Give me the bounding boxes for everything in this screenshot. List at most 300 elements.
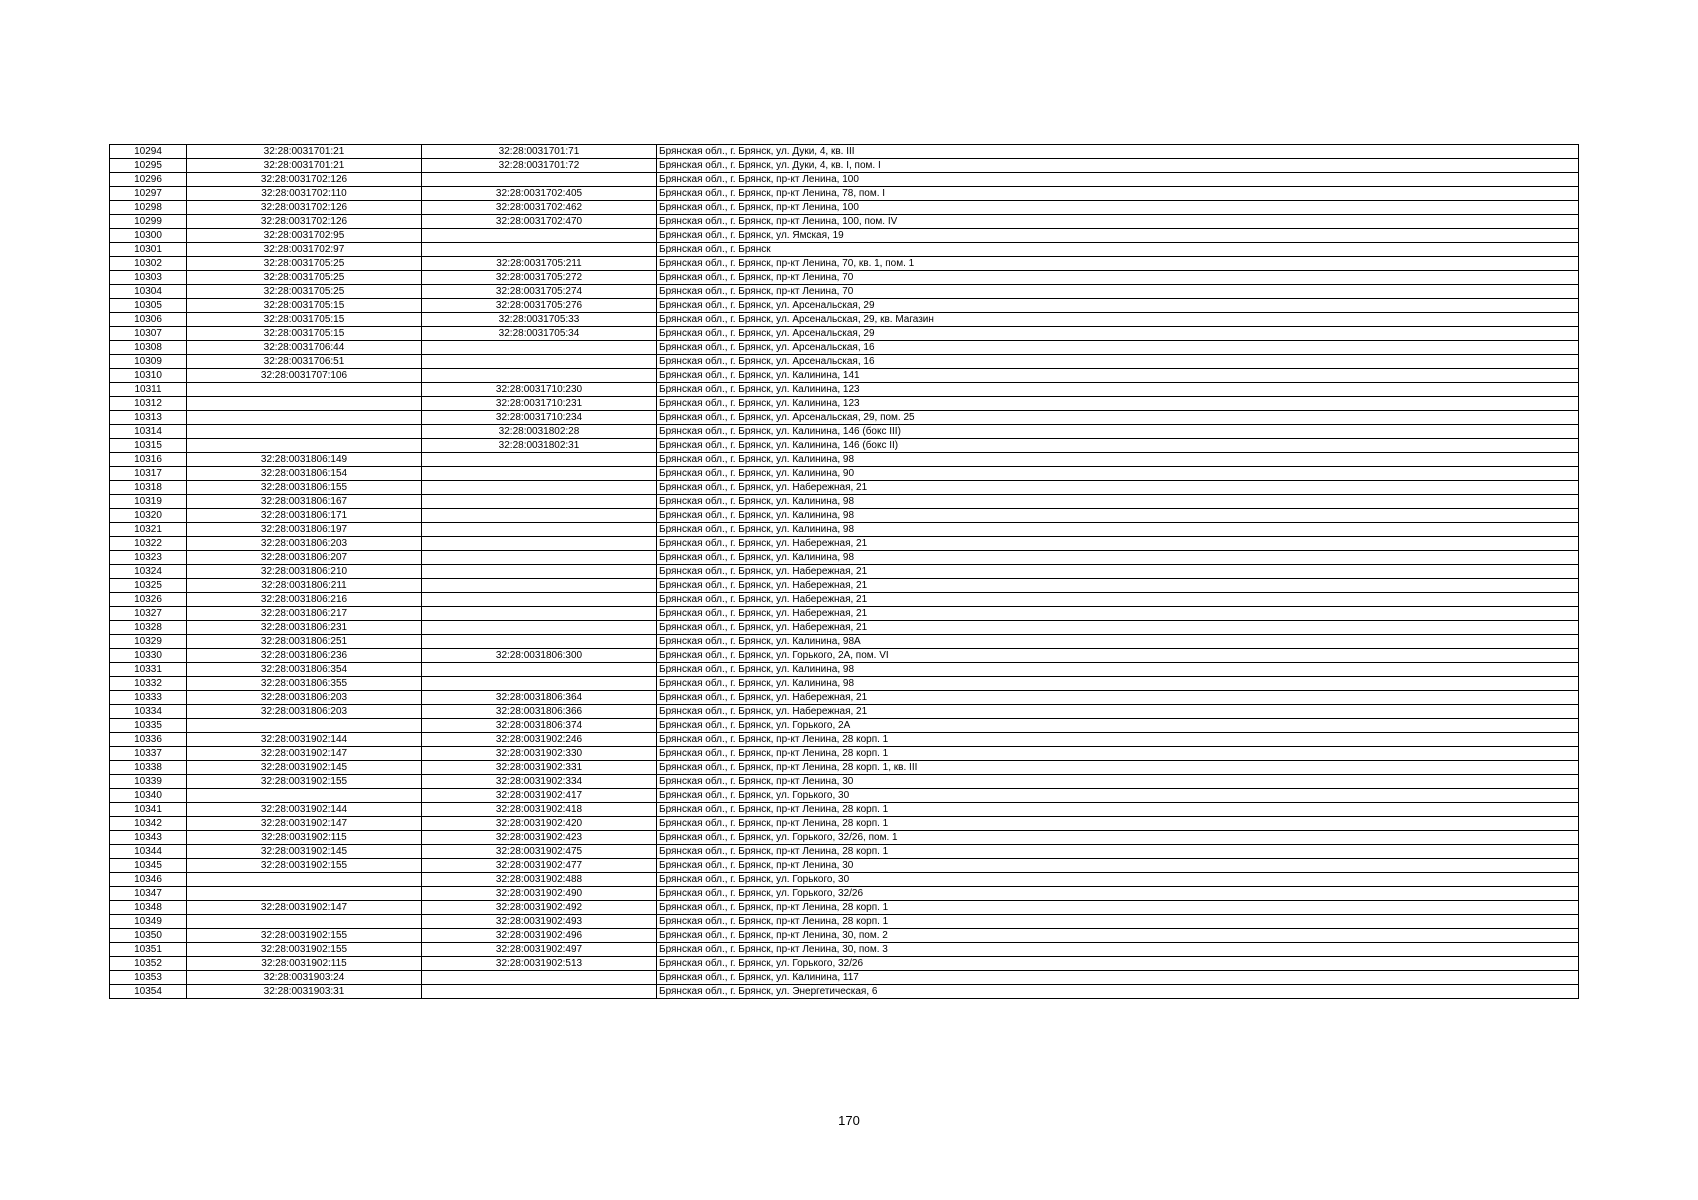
table-row	[110, 355, 1579, 369]
object-number-cell: 32:28:0031710:231	[422, 397, 657, 411]
parcel-number-cell	[187, 915, 422, 929]
address-cell: Брянская обл., г. Брянск, ул. Калинина, 117	[657, 971, 1579, 985]
table-row	[110, 663, 1579, 677]
table-row	[110, 579, 1579, 593]
parcel-number-cell: 32:28:0031702:126	[187, 215, 422, 229]
object-number-cell	[422, 663, 657, 677]
address-cell: Брянская обл., г. Брянск, ул. Горького, 30	[657, 789, 1579, 803]
parcel-number-cell: 32:28:0031705:25	[187, 285, 422, 299]
row-number-cell: 10301	[110, 243, 187, 257]
row-number-cell: 10333	[110, 691, 187, 705]
row-number-cell: 10294	[110, 145, 187, 159]
parcel-number-cell: 32:28:0031806:231	[187, 621, 422, 635]
object-number-cell	[422, 173, 657, 187]
parcel-number-cell: 32:28:0031702:126	[187, 173, 422, 187]
object-number-cell: 32:28:0031705:33	[422, 313, 657, 327]
address-cell: Брянская обл., г. Брянск, ул. Горького, 30	[657, 873, 1579, 887]
table-row	[110, 271, 1579, 285]
object-number-cell: 32:28:0031701:71	[422, 145, 657, 159]
row-number-cell: 10347	[110, 887, 187, 901]
table-row	[110, 621, 1579, 635]
parcel-number-cell: 32:28:0031903:31	[187, 985, 422, 999]
parcel-number-cell: 32:28:0031806:197	[187, 523, 422, 537]
parcel-number-cell: 32:28:0031806:149	[187, 453, 422, 467]
table-row	[110, 299, 1579, 313]
object-number-cell: 32:28:0031902:246	[422, 733, 657, 747]
row-number-cell: 10313	[110, 411, 187, 425]
table-row	[110, 215, 1579, 229]
address-cell: Брянская обл., г. Брянск, ул. Горького, 32/26, пом. 1	[657, 831, 1579, 845]
table-row	[110, 495, 1579, 509]
parcel-number-cell: 32:28:0031806:217	[187, 607, 422, 621]
row-number-cell: 10305	[110, 299, 187, 313]
page-number: 170	[838, 1113, 860, 1128]
row-number-cell: 10345	[110, 859, 187, 873]
address-cell: Брянская обл., г. Брянск, пр-кт Ленина, 28 корп. 1	[657, 817, 1579, 831]
address-cell: Брянская обл., г. Брянск, пр-кт Ленина, 28 корп. 1	[657, 733, 1579, 747]
table-row	[110, 747, 1579, 761]
object-number-cell: 32:28:0031902:492	[422, 901, 657, 915]
row-number-cell: 10319	[110, 495, 187, 509]
parcel-number-cell: 32:28:0031701:21	[187, 159, 422, 173]
address-cell: Брянская обл., г. Брянск, ул. Дуки, 4, кв. III	[657, 145, 1579, 159]
row-number-cell: 10352	[110, 957, 187, 971]
object-number-cell: 32:28:0031902:490	[422, 887, 657, 901]
parcel-number-cell: 32:28:0031705:25	[187, 257, 422, 271]
parcel-number-cell	[187, 719, 422, 733]
row-number-cell: 10325	[110, 579, 187, 593]
object-number-cell	[422, 607, 657, 621]
row-number-cell: 10299	[110, 215, 187, 229]
table-row	[110, 775, 1579, 789]
object-number-cell: 32:28:0031902:331	[422, 761, 657, 775]
table-row	[110, 425, 1579, 439]
table-row	[110, 341, 1579, 355]
row-number-cell: 10334	[110, 705, 187, 719]
table-row	[110, 705, 1579, 719]
address-cell: Брянская обл., г. Брянск, ул. Калинина, 98	[657, 663, 1579, 677]
table-row	[110, 649, 1579, 663]
address-cell: Брянская обл., г. Брянск, пр-кт Ленина, 30, пом. 2	[657, 929, 1579, 943]
address-cell: Брянская обл., г. Брянск, пр-кт Ленина, 28 корп. 1	[657, 747, 1579, 761]
address-cell: Брянская обл., г. Брянск, ул. Калинина, 146 (бокс III)	[657, 425, 1579, 439]
object-number-cell	[422, 467, 657, 481]
address-cell: Брянская обл., г. Брянск, пр-кт Ленина, 28 корп. 1	[657, 901, 1579, 915]
object-number-cell	[422, 509, 657, 523]
address-cell: Брянская обл., г. Брянск, пр-кт Ленина, 30	[657, 775, 1579, 789]
parcel-number-cell: 32:28:0031806:354	[187, 663, 422, 677]
address-cell: Брянская обл., г. Брянск, пр-кт Ленина, 70	[657, 271, 1579, 285]
table-row	[110, 565, 1579, 579]
row-number-cell: 10328	[110, 621, 187, 635]
parcel-number-cell: 32:28:0031902:155	[187, 775, 422, 789]
parcel-number-cell: 32:28:0031806:355	[187, 677, 422, 691]
address-cell: Брянская обл., г. Брянск	[657, 243, 1579, 257]
object-number-cell	[422, 985, 657, 999]
object-number-cell: 32:28:0031701:72	[422, 159, 657, 173]
parcel-number-cell: 32:28:0031806:207	[187, 551, 422, 565]
object-number-cell: 32:28:0031702:405	[422, 187, 657, 201]
parcel-number-cell: 32:28:0031706:44	[187, 341, 422, 355]
object-number-cell	[422, 537, 657, 551]
object-number-cell: 32:28:0031705:34	[422, 327, 657, 341]
address-cell: Брянская обл., г. Брянск, ул. Арсенальская, 29, кв. Магазин	[657, 313, 1579, 327]
parcel-number-cell	[187, 789, 422, 803]
parcel-number-cell	[187, 439, 422, 453]
address-cell: Брянская обл., г. Брянск, ул. Набережная, 21	[657, 705, 1579, 719]
row-number-cell: 10318	[110, 481, 187, 495]
row-number-cell: 10329	[110, 635, 187, 649]
parcel-number-cell: 32:28:0031902:115	[187, 831, 422, 845]
object-number-cell	[422, 243, 657, 257]
address-cell: Брянская обл., г. Брянск, ул. Калинина, 141	[657, 369, 1579, 383]
parcel-number-cell: 32:28:0031806:236	[187, 649, 422, 663]
table-row	[110, 929, 1579, 943]
object-number-cell	[422, 579, 657, 593]
row-number-cell: 10304	[110, 285, 187, 299]
parcel-number-cell: 32:28:0031806:203	[187, 691, 422, 705]
row-number-cell: 10307	[110, 327, 187, 341]
parcel-number-cell	[187, 887, 422, 901]
row-number-cell: 10310	[110, 369, 187, 383]
row-number-cell: 10311	[110, 383, 187, 397]
parcel-number-cell	[187, 411, 422, 425]
object-number-cell: 32:28:0031902:330	[422, 747, 657, 761]
row-number-cell: 10342	[110, 817, 187, 831]
address-cell: Брянская обл., г. Брянск, ул. Калинина, 98	[657, 551, 1579, 565]
object-number-cell	[422, 593, 657, 607]
object-number-cell	[422, 551, 657, 565]
address-cell: Брянская обл., г. Брянск, пр-кт Ленина, 70, кв. 1, пом. 1	[657, 257, 1579, 271]
table-row	[110, 859, 1579, 873]
parcel-number-cell: 32:28:0031705:15	[187, 327, 422, 341]
table-row	[110, 761, 1579, 775]
table-row	[110, 439, 1579, 453]
object-number-cell	[422, 677, 657, 691]
table-row	[110, 691, 1579, 705]
table-row	[110, 509, 1579, 523]
object-number-cell	[422, 621, 657, 635]
row-number-cell: 10303	[110, 271, 187, 285]
parcel-number-cell: 32:28:0031806:211	[187, 579, 422, 593]
object-number-cell: 32:28:0031902:420	[422, 817, 657, 831]
parcel-number-cell: 32:28:0031702:110	[187, 187, 422, 201]
table-row	[110, 593, 1579, 607]
registry-table-body	[110, 145, 1579, 999]
address-cell: Брянская обл., г. Брянск, ул. Набережная, 21	[657, 565, 1579, 579]
object-number-cell: 32:28:0031710:234	[422, 411, 657, 425]
parcel-number-cell: 32:28:0031707:106	[187, 369, 422, 383]
parcel-number-cell: 32:28:0031902:147	[187, 817, 422, 831]
row-number-cell: 10339	[110, 775, 187, 789]
row-number-cell: 10296	[110, 173, 187, 187]
object-number-cell: 32:28:0031710:230	[422, 383, 657, 397]
row-number-cell: 10343	[110, 831, 187, 845]
table-row	[110, 971, 1579, 985]
parcel-number-cell: 32:28:0031806:167	[187, 495, 422, 509]
object-number-cell: 32:28:0031802:31	[422, 439, 657, 453]
row-number-cell: 10326	[110, 593, 187, 607]
parcel-number-cell: 32:28:0031806:154	[187, 467, 422, 481]
row-number-cell: 10353	[110, 971, 187, 985]
table-row	[110, 383, 1579, 397]
address-cell: Брянская обл., г. Брянск, пр-кт Ленина, 28 корп. 1	[657, 845, 1579, 859]
parcel-number-cell: 32:28:0031702:95	[187, 229, 422, 243]
table-row	[110, 901, 1579, 915]
address-cell: Брянская обл., г. Брянск, ул. Набережная, 21	[657, 593, 1579, 607]
table-row	[110, 467, 1579, 481]
table-row	[110, 845, 1579, 859]
parcel-number-cell: 32:28:0031702:126	[187, 201, 422, 215]
address-cell: Брянская обл., г. Брянск, ул. Калинина, 123	[657, 397, 1579, 411]
parcel-number-cell	[187, 397, 422, 411]
address-cell: Брянская обл., г. Брянск, ул. Дуки, 4, кв. I, пом. I	[657, 159, 1579, 173]
address-cell: Брянская обл., г. Брянск, пр-кт Ленина, 100, пом. IV	[657, 215, 1579, 229]
parcel-number-cell: 32:28:0031902:147	[187, 901, 422, 915]
parcel-number-cell: 32:28:0031806:171	[187, 509, 422, 523]
address-cell: Брянская обл., г. Брянск, ул. Арсенальская, 29, пом. 25	[657, 411, 1579, 425]
table-row	[110, 537, 1579, 551]
row-number-cell: 10314	[110, 425, 187, 439]
object-number-cell: 32:28:0031702:470	[422, 215, 657, 229]
parcel-number-cell: 32:28:0031705:15	[187, 313, 422, 327]
address-cell: Брянская обл., г. Брянск, ул. Горького, 32/26	[657, 887, 1579, 901]
table-row	[110, 551, 1579, 565]
registry-table	[109, 144, 1579, 999]
row-number-cell: 10316	[110, 453, 187, 467]
table-row	[110, 257, 1579, 271]
object-number-cell	[422, 971, 657, 985]
table-row	[110, 733, 1579, 747]
row-number-cell: 10341	[110, 803, 187, 817]
address-cell: Брянская обл., г. Брянск, ул. Калинина, 98А	[657, 635, 1579, 649]
parcel-number-cell: 32:28:0031902:144	[187, 803, 422, 817]
address-cell: Брянская обл., г. Брянск, ул. Горького, 2А	[657, 719, 1579, 733]
parcel-number-cell	[187, 425, 422, 439]
object-number-cell: 32:28:0031902:513	[422, 957, 657, 971]
table-row	[110, 607, 1579, 621]
row-number-cell: 10309	[110, 355, 187, 369]
table-row	[110, 187, 1579, 201]
row-number-cell: 10297	[110, 187, 187, 201]
address-cell: Брянская обл., г. Брянск, ул. Горького, 32/26	[657, 957, 1579, 971]
parcel-number-cell: 32:28:0031902:144	[187, 733, 422, 747]
address-cell: Брянская обл., г. Брянск, ул. Калинина, 146 (бокс II)	[657, 439, 1579, 453]
object-number-cell	[422, 453, 657, 467]
address-cell: Брянская обл., г. Брянск, пр-кт Ленина, 28 корп. 1	[657, 915, 1579, 929]
table-row	[110, 887, 1579, 901]
address-cell: Брянская обл., г. Брянск, ул. Набережная, 21	[657, 537, 1579, 551]
address-cell: Брянская обл., г. Брянск, ул. Набережная, 21	[657, 691, 1579, 705]
parcel-number-cell: 32:28:0031701:21	[187, 145, 422, 159]
row-number-cell: 10312	[110, 397, 187, 411]
row-number-cell: 10317	[110, 467, 187, 481]
table-row	[110, 803, 1579, 817]
table-row	[110, 915, 1579, 929]
row-number-cell: 10321	[110, 523, 187, 537]
address-cell: Брянская обл., г. Брянск, пр-кт Ленина, 70	[657, 285, 1579, 299]
table-row	[110, 957, 1579, 971]
row-number-cell: 10320	[110, 509, 187, 523]
parcel-number-cell: 32:28:0031702:97	[187, 243, 422, 257]
table-row	[110, 229, 1579, 243]
row-number-cell: 10322	[110, 537, 187, 551]
object-number-cell: 32:28:0031902:496	[422, 929, 657, 943]
table-row	[110, 313, 1579, 327]
object-number-cell	[422, 341, 657, 355]
table-row	[110, 677, 1579, 691]
row-number-cell: 10315	[110, 439, 187, 453]
row-number-cell: 10348	[110, 901, 187, 915]
row-number-cell: 10346	[110, 873, 187, 887]
address-cell: Брянская обл., г. Брянск, ул. Ямская, 19	[657, 229, 1579, 243]
address-cell: Брянская обл., г. Брянск, ул. Набережная, 21	[657, 481, 1579, 495]
object-number-cell: 32:28:0031902:488	[422, 873, 657, 887]
table-row	[110, 481, 1579, 495]
object-number-cell: 32:28:0031902:497	[422, 943, 657, 957]
object-number-cell: 32:28:0031806:374	[422, 719, 657, 733]
object-number-cell	[422, 495, 657, 509]
row-number-cell: 10300	[110, 229, 187, 243]
object-number-cell: 32:28:0031806:364	[422, 691, 657, 705]
table-row	[110, 411, 1579, 425]
parcel-number-cell: 32:28:0031705:15	[187, 299, 422, 313]
object-number-cell: 32:28:0031705:272	[422, 271, 657, 285]
parcel-number-cell: 32:28:0031902:145	[187, 761, 422, 775]
row-number-cell: 10351	[110, 943, 187, 957]
object-number-cell: 32:28:0031902:418	[422, 803, 657, 817]
parcel-number-cell: 32:28:0031902:147	[187, 747, 422, 761]
table-row	[110, 159, 1579, 173]
parcel-number-cell: 32:28:0031806:210	[187, 565, 422, 579]
object-number-cell: 32:28:0031705:276	[422, 299, 657, 313]
row-number-cell: 10302	[110, 257, 187, 271]
row-number-cell: 10337	[110, 747, 187, 761]
table-row	[110, 397, 1579, 411]
object-number-cell	[422, 369, 657, 383]
address-cell: Брянская обл., г. Брянск, ул. Набережная, 21	[657, 579, 1579, 593]
row-number-cell: 10306	[110, 313, 187, 327]
address-cell: Брянская обл., г. Брянск, ул. Калинина, 98	[657, 453, 1579, 467]
address-cell: Брянская обл., г. Брянск, ул. Арсенальская, 29	[657, 299, 1579, 313]
row-number-cell: 10330	[110, 649, 187, 663]
object-number-cell	[422, 635, 657, 649]
row-number-cell: 10335	[110, 719, 187, 733]
address-cell: Брянская обл., г. Брянск, пр-кт Ленина, 78, пом. I	[657, 187, 1579, 201]
address-cell: Брянская обл., г. Брянск, ул. Калинина, 98	[657, 509, 1579, 523]
row-number-cell: 10295	[110, 159, 187, 173]
parcel-number-cell: 32:28:0031902:155	[187, 859, 422, 873]
object-number-cell	[422, 481, 657, 495]
object-number-cell: 32:28:0031902:477	[422, 859, 657, 873]
table-row	[110, 831, 1579, 845]
object-number-cell: 32:28:0031902:334	[422, 775, 657, 789]
row-number-cell: 10332	[110, 677, 187, 691]
table-row	[110, 145, 1579, 159]
object-number-cell: 32:28:0031902:475	[422, 845, 657, 859]
object-number-cell	[422, 565, 657, 579]
table-row	[110, 369, 1579, 383]
row-number-cell: 10344	[110, 845, 187, 859]
row-number-cell: 10340	[110, 789, 187, 803]
address-cell: Брянская обл., г. Брянск, пр-кт Ленина, 28 корп. 1, кв. III	[657, 761, 1579, 775]
table-row	[110, 285, 1579, 299]
parcel-number-cell	[187, 873, 422, 887]
object-number-cell: 32:28:0031702:462	[422, 201, 657, 215]
parcel-number-cell: 32:28:0031806:216	[187, 593, 422, 607]
address-cell: Брянская обл., г. Брянск, ул. Калинина, 123	[657, 383, 1579, 397]
object-number-cell: 32:28:0031705:211	[422, 257, 657, 271]
parcel-number-cell: 32:28:0031806:155	[187, 481, 422, 495]
object-number-cell	[422, 355, 657, 369]
parcel-number-cell: 32:28:0031903:24	[187, 971, 422, 985]
parcel-number-cell: 32:28:0031806:203	[187, 537, 422, 551]
address-cell: Брянская обл., г. Брянск, пр-кт Ленина, 30, пом. 3	[657, 943, 1579, 957]
object-number-cell	[422, 229, 657, 243]
address-cell: Брянская обл., г. Брянск, пр-кт Ленина, 28 корп. 1	[657, 803, 1579, 817]
address-cell: Брянская обл., г. Брянск, ул. Калинина, 98	[657, 677, 1579, 691]
object-number-cell	[422, 523, 657, 537]
table-row	[110, 873, 1579, 887]
parcel-number-cell: 32:28:0031706:51	[187, 355, 422, 369]
address-cell: Брянская обл., г. Брянск, ул. Энергетическая, 6	[657, 985, 1579, 999]
row-number-cell: 10349	[110, 915, 187, 929]
parcel-number-cell: 32:28:0031902:145	[187, 845, 422, 859]
row-number-cell: 10324	[110, 565, 187, 579]
row-number-cell: 10331	[110, 663, 187, 677]
table-row	[110, 243, 1579, 257]
parcel-number-cell: 32:28:0031705:25	[187, 271, 422, 285]
table-row	[110, 719, 1579, 733]
address-cell: Брянская обл., г. Брянск, ул. Арсенальская, 16	[657, 355, 1579, 369]
address-cell: Брянская обл., г. Брянск, пр-кт Ленина, 100	[657, 201, 1579, 215]
table-row	[110, 523, 1579, 537]
object-number-cell: 32:28:0031902:417	[422, 789, 657, 803]
object-number-cell: 32:28:0031802:28	[422, 425, 657, 439]
object-number-cell: 32:28:0031806:300	[422, 649, 657, 663]
address-cell: Брянская обл., г. Брянск, ул. Калинина, 90	[657, 467, 1579, 481]
address-cell: Брянская обл., г. Брянск, ул. Набережная, 21	[657, 607, 1579, 621]
parcel-number-cell: 32:28:0031806:251	[187, 635, 422, 649]
parcel-number-cell	[187, 383, 422, 397]
table-row	[110, 789, 1579, 803]
table-row	[110, 943, 1579, 957]
object-number-cell: 32:28:0031902:493	[422, 915, 657, 929]
address-cell: Брянская обл., г. Брянск, ул. Набережная, 21	[657, 621, 1579, 635]
row-number-cell: 10327	[110, 607, 187, 621]
row-number-cell: 10323	[110, 551, 187, 565]
address-cell: Брянская обл., г. Брянск, пр-кт Ленина, 100	[657, 173, 1579, 187]
address-cell: Брянская обл., г. Брянск, пр-кт Ленина, 30	[657, 859, 1579, 873]
object-number-cell: 32:28:0031806:366	[422, 705, 657, 719]
table-row	[110, 635, 1579, 649]
table-row	[110, 201, 1579, 215]
address-cell: Брянская обл., г. Брянск, ул. Калинина, 98	[657, 523, 1579, 537]
row-number-cell: 10298	[110, 201, 187, 215]
parcel-number-cell: 32:28:0031902:115	[187, 957, 422, 971]
object-number-cell: 32:28:0031902:423	[422, 831, 657, 845]
row-number-cell: 10336	[110, 733, 187, 747]
object-number-cell: 32:28:0031705:274	[422, 285, 657, 299]
table-row	[110, 453, 1579, 467]
parcel-number-cell: 32:28:0031902:155	[187, 929, 422, 943]
row-number-cell: 10354	[110, 985, 187, 999]
table-row	[110, 327, 1579, 341]
address-cell: Брянская обл., г. Брянск, ул. Горького, 2А, пом. VI	[657, 649, 1579, 663]
table-row	[110, 985, 1579, 999]
row-number-cell: 10308	[110, 341, 187, 355]
address-cell: Брянская обл., г. Брянск, ул. Арсенальская, 16	[657, 341, 1579, 355]
